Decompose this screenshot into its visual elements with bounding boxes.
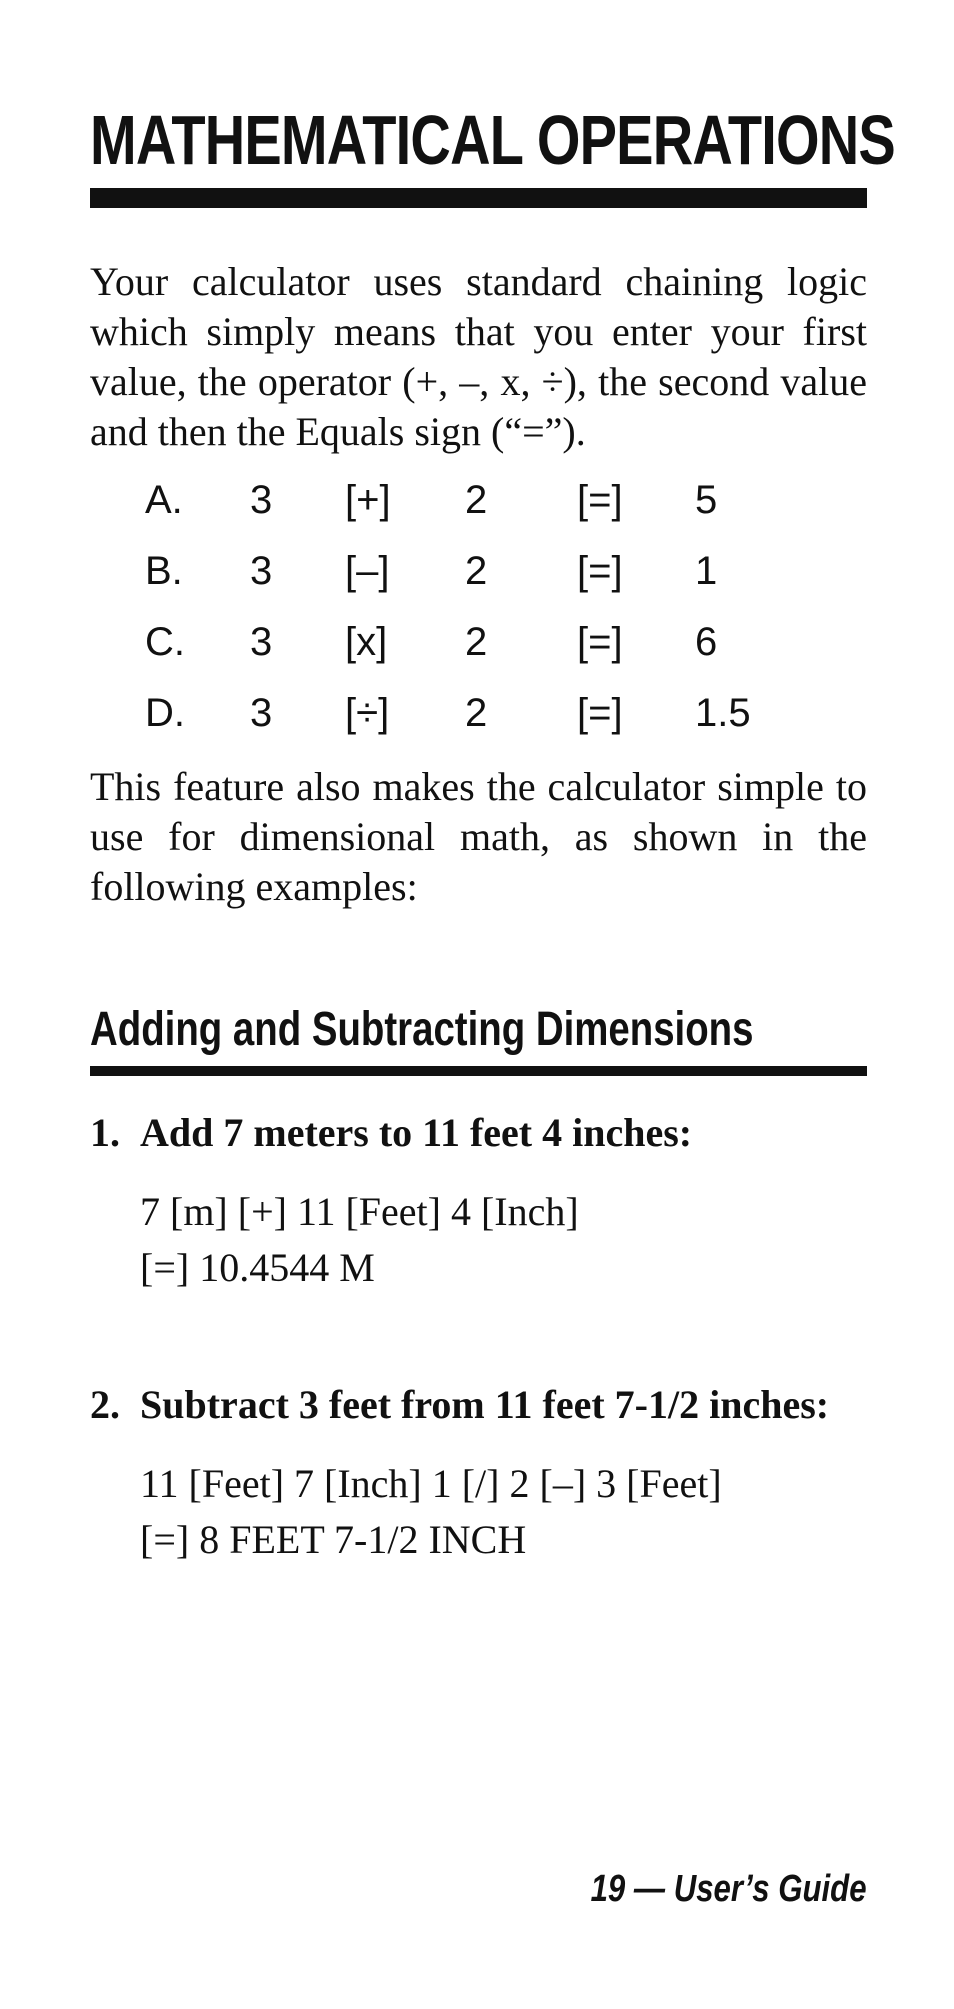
keystroke-line: 11 [Feet] 7 [Inch] 1 [/] 2 [–] 3 [Feet] <box>140 1461 722 1506</box>
example-operator: [÷] <box>345 691 390 735</box>
example-label: A. <box>145 478 183 522</box>
example-operand-a: 3 <box>250 620 273 664</box>
section-heading: Adding and Subtracting Dimensions <box>90 1003 754 1056</box>
page-footer: 19 — User’s Guide <box>591 1868 867 1910</box>
example-operator: [x] <box>345 620 388 664</box>
example-equals: [=] <box>577 478 623 522</box>
example-equals: [=] <box>577 620 623 664</box>
example-2-keystrokes <box>140 1456 722 1568</box>
example-result: 5 <box>695 478 718 522</box>
keystroke-line: 7 [m] [+] 11 [Feet] 4 [Inch] <box>140 1189 579 1234</box>
example-1-number: 1. <box>90 1110 120 1155</box>
example-1-keystrokes <box>140 1184 579 1296</box>
example-label: D. <box>145 691 185 735</box>
intro-paragraph: Your calculator uses standard chaining logic which simply means that you enter your first value, the operator (+, –, x, ÷), the second value and then the Equals sign (“=”). <box>90 259 867 454</box>
example-operator: [–] <box>345 549 390 593</box>
example-equals: [=] <box>577 549 623 593</box>
example-result: 1.5 <box>695 691 751 735</box>
example-operand-a: 3 <box>250 691 273 735</box>
example-2-title: Subtract 3 feet from 11 feet 7-1/2 inches: <box>140 1382 830 1427</box>
example-result: 1 <box>695 549 718 593</box>
section-underline <box>90 1066 867 1076</box>
example-equals: [=] <box>577 691 623 735</box>
example-1-heading <box>90 1108 692 1158</box>
example-operator: [+] <box>345 478 391 522</box>
example-label: B. <box>145 549 183 593</box>
example-2-heading <box>90 1380 829 1430</box>
example-operand-b: 2 <box>465 620 488 664</box>
example-result: 6 <box>695 620 718 664</box>
keystroke-result: [=] 8 FEET 7-1/2 INCH <box>140 1517 527 1562</box>
title-underline <box>90 188 867 208</box>
example-operand-a: 3 <box>250 549 273 593</box>
example-operand-b: 2 <box>465 478 488 522</box>
example-label: C. <box>145 620 185 664</box>
example-2-number: 2. <box>90 1382 120 1427</box>
example-1-title: Add 7 meters to 11 feet 4 inches: <box>140 1110 693 1155</box>
follow-paragraph: This feature also makes the calculator simple to use for dimensional math, as shown in the following examples: <box>90 764 867 909</box>
keystroke-result: [=] 10.4544 M <box>140 1245 375 1290</box>
example-operand-b: 2 <box>465 691 488 735</box>
page-title: MATHEMATICAL OPERATIONS <box>90 101 895 179</box>
example-operand-b: 2 <box>465 549 488 593</box>
example-operand-a: 3 <box>250 478 273 522</box>
